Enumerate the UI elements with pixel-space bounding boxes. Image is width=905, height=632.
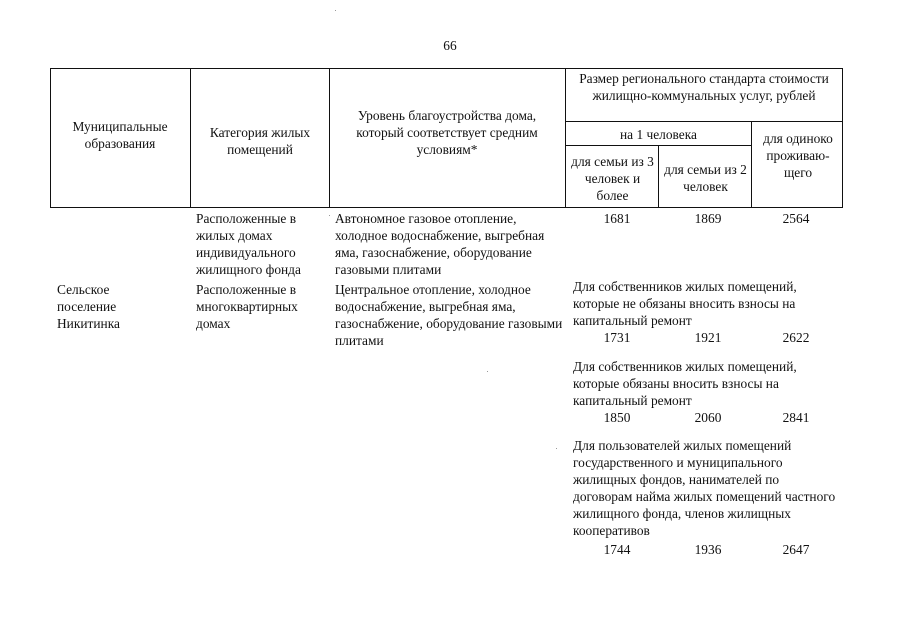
value-tenants-family3: 1744 xyxy=(603,542,631,557)
group-label-tenants: Для пользователей жилых помещений государственного и муниципального жилищных фондов, нанимателей по договорам найма жилых помещений частного жилищного фонда, членов жилищных кооперативов xyxy=(573,438,836,538)
row-level-central: Центральное отопление, холодное водоснабжение, выгребная яма, газоснабжение, оборудование газовыми плитами xyxy=(335,282,563,348)
scan-speck xyxy=(329,215,330,216)
value-owners-contribution-family2: 2060 xyxy=(694,410,722,425)
row-level-autonomous: Автономное газовое отопление, холодное водоснабжение, выгребная яма, газоснабжение, оборудование газовыми плитами xyxy=(335,211,545,277)
header-per-person: на 1 человека xyxy=(620,127,697,142)
value-general-family3: 1681 xyxy=(603,211,631,226)
value-general-single: 2564 xyxy=(782,211,810,226)
value-general-family2: 1869 xyxy=(694,211,722,226)
col-divider-5 xyxy=(751,121,752,208)
col-divider-1 xyxy=(190,68,191,208)
group-label-owners-contribution: Для собственников жилых помещений, которые обязаны вносить взносы на капитальный ремонт xyxy=(573,359,797,408)
value-owners-no-contribution-family2: 1921 xyxy=(694,330,722,345)
header-category: Категория жилых помещений xyxy=(209,125,311,157)
value-owners-no-contribution-single: 2622 xyxy=(782,330,810,345)
table-top-border xyxy=(50,68,842,69)
value-tenants-family2: 1936 xyxy=(694,542,722,557)
row-category-individual: Расположенные в жилых домах индивидуального жилищного фонда xyxy=(196,211,301,277)
header-family2: для семьи из 2 человек xyxy=(664,162,747,194)
header-level: Уровень благоустройства дома, который соответствует средним условиям* xyxy=(356,108,538,157)
col-divider-4 xyxy=(658,145,659,208)
col-divider-3 xyxy=(565,68,566,208)
value-owners-contribution-single: 2841 xyxy=(782,410,810,425)
table-left-border xyxy=(50,68,51,208)
table-right-border xyxy=(842,68,843,208)
header-rule-1 xyxy=(565,121,842,122)
page-number: 66 xyxy=(443,38,457,53)
header-municipal: Муниципальные образования xyxy=(72,119,168,151)
row-municipality: Сельское поселение Никитинка xyxy=(57,282,120,331)
value-owners-no-contribution-family3: 1731 xyxy=(603,330,631,345)
group-label-owners-no-contribution: Для собственников жилых помещений, которые не обязаны вносить взносы на капитальный ремонт xyxy=(573,279,797,328)
value-tenants-single: 2647 xyxy=(782,542,810,557)
col-divider-2 xyxy=(329,68,330,208)
header-single: для одиноко проживаю-щего xyxy=(763,131,833,180)
value-owners-contribution-family3: 1850 xyxy=(603,410,631,425)
header-standard: Размер регионального стандарта стоимости жилищно-коммунальных услуг, рублей xyxy=(579,71,829,103)
scan-speck xyxy=(487,371,488,372)
scan-speck xyxy=(335,10,336,11)
header-family3: для семьи из 3 человек и более xyxy=(571,154,654,203)
row-category-apartment: Расположенные в многоквартирных домах xyxy=(196,282,298,331)
scan-speck xyxy=(556,448,557,449)
header-bottom-border xyxy=(50,207,842,208)
